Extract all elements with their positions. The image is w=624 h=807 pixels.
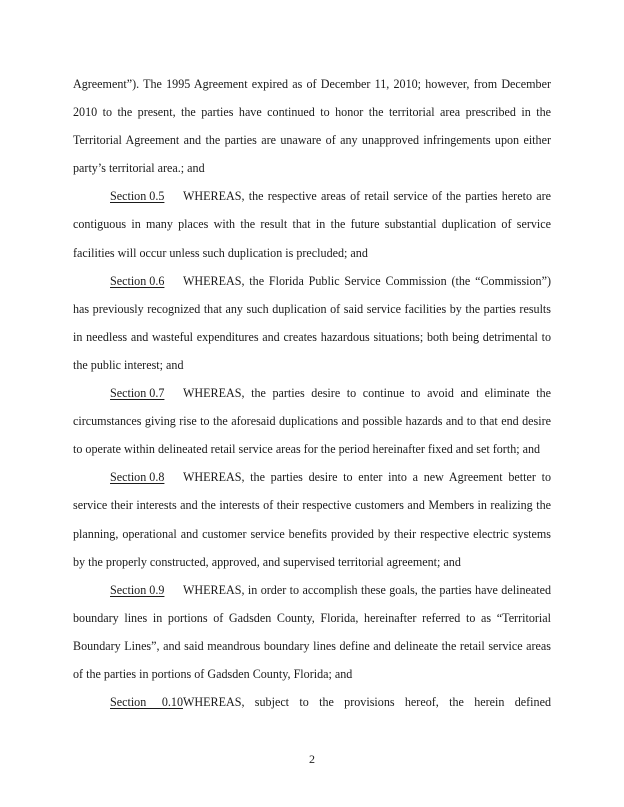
paragraph-section-0-6 (73, 267, 551, 379)
section-label: Section 0.5 (110, 189, 165, 204)
paragraph-text: WHEREAS, the parties desire to enter into a new Agreement better to service their interests and the interests of their respective customers and Members in realizing the planning, operational and customer service benefits provided by their respective electric systems by the properly constructed, approved, and supervised territorial agreement; and (73, 470, 551, 569)
paragraph-text: WHEREAS, the Florida Public Service Commission (the “Commission”) has previously recognized that any such duplication of said service facilities by the parties results in needless and wasteful expenditures and creates hazardous situations; both being detrimental to the public interest; and (73, 273, 551, 372)
paragraph-text: WHEREAS, the parties desire to continue to avoid and eliminate the circumstances giving rise to the aforesaid duplications and possible hazards and to that end desire to operate within delineated retail service areas for the period hereinafter fixed and set forth; and (73, 386, 551, 457)
paragraph-text: WHEREAS, in order to accomplish these goals, the parties have delineated boundary lines in portions of Gadsden County, Florida, hereinafter referred to as “Territorial Boundary Lines”, and said meandrous boundary lines define and delineate the retail service areas of the parties in portions of Gadsden County, Florida; and (73, 582, 551, 681)
paragraph-section-0-8 (73, 463, 551, 575)
document-body (73, 70, 551, 716)
section-label: Section 0.9 (110, 582, 165, 597)
paragraph-continuation (73, 70, 551, 182)
paragraph-text: WHEREAS, subject to the provisions hereof, the herein defined (183, 695, 551, 710)
paragraph-section-0-7 (73, 379, 551, 463)
paragraph-text: Agreement”). The 1995 Agreement expired as of December 11, 2010; however, from December 2010 to the present, the parties have continued to honor the territorial area prescribed in the Territorial Agreement and the parties are unaware of any unapproved infringements upon either party’s territorial area.; and (73, 77, 551, 176)
page-number: 2 (309, 752, 315, 766)
paragraph-section-0-9 (73, 576, 551, 688)
section-label: Section 0.7 (110, 386, 165, 401)
section-label: Section 0.6 (110, 273, 165, 288)
section-label: Section 0.10 (110, 695, 183, 710)
paragraph-section-0-5 (73, 182, 551, 266)
paragraph-section-0-10 (73, 688, 551, 716)
section-label: Section 0.8 (110, 470, 165, 485)
paragraph-text: WHEREAS, the respective areas of retail service of the parties hereto are contiguous in many places with the result that in the future substantial duplication of service facilities will occur unless such duplication is precluded; and (73, 189, 551, 260)
